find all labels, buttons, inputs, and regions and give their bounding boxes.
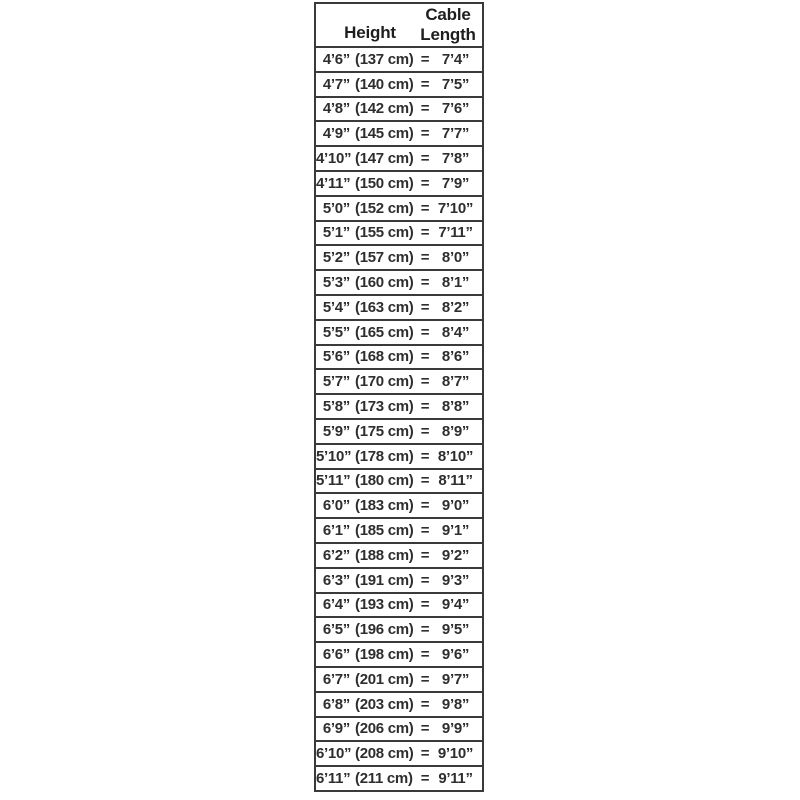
height-ft-value: 5’1” — [322, 224, 350, 242]
cable-length-value: 8’4” — [441, 323, 470, 341]
equals-sign: = — [420, 150, 430, 168]
height-cm-value: (175 cm) — [355, 422, 414, 440]
cable-length-value: 9’11” — [438, 770, 473, 787]
cable-length-value: 8’2” — [441, 298, 470, 316]
table-header — [316, 4, 482, 48]
table-row — [316, 567, 482, 592]
height-ft-value: 4’7” — [322, 75, 350, 93]
cable-length-value: 7’6” — [441, 100, 470, 118]
cable-length-value: 7’9” — [441, 174, 470, 192]
height-cm-value: (173 cm) — [355, 398, 414, 416]
height-cm-value: (168 cm) — [355, 348, 414, 366]
height-cm-value: (150 cm) — [355, 174, 414, 192]
height-ft-value: 6’6” — [322, 646, 350, 664]
table-row — [316, 294, 482, 319]
cable-length-value: 8’10” — [437, 447, 474, 465]
conversion-table — [314, 2, 484, 792]
height-cm-value: (178 cm) — [355, 447, 414, 465]
height-cm-value: (201 cm) — [355, 670, 414, 688]
cable-length-value: 9’7” — [441, 670, 470, 688]
equals-sign: = — [420, 323, 430, 341]
height-cm-value: (191 cm) — [355, 571, 414, 589]
height-cm-value: (142 cm) — [355, 100, 414, 118]
table-row — [316, 244, 482, 269]
height-column-header: Height — [344, 23, 396, 42]
equals-sign: = — [420, 497, 430, 515]
equals-sign: = — [420, 298, 430, 316]
equals-sign: = — [420, 770, 430, 787]
cable-length-value: 8’11” — [438, 472, 473, 490]
table-row — [316, 393, 482, 418]
table-row — [316, 666, 482, 691]
height-cm-value: (152 cm) — [355, 199, 414, 217]
table-row — [316, 195, 482, 220]
cable-length-value: 8’9” — [441, 422, 470, 440]
equals-sign: = — [420, 199, 430, 217]
height-cm-value: (196 cm) — [355, 621, 414, 639]
height-cm-value: (211 cm) — [355, 770, 413, 787]
height-cm-value: (183 cm) — [355, 497, 414, 515]
height-ft-value: 6’1” — [322, 522, 350, 540]
table-row — [316, 517, 482, 542]
height-ft-value: 6’10” — [316, 745, 352, 763]
table-row — [316, 716, 482, 741]
cable-length-value: 8’7” — [441, 373, 470, 391]
cable-length-value: 9’0” — [441, 497, 470, 515]
table-row — [316, 71, 482, 96]
height-cm-value: (198 cm) — [355, 646, 414, 664]
equals-sign: = — [420, 472, 430, 490]
table-row — [316, 145, 482, 170]
height-ft-value: 6’3” — [322, 571, 350, 589]
height-ft-value: 6’8” — [322, 695, 350, 713]
height-ft-value: 6’5” — [322, 621, 350, 639]
height-cm-value: (147 cm) — [355, 150, 414, 168]
height-ft-value: 4’8” — [322, 100, 350, 118]
equals-sign: = — [420, 174, 430, 192]
table-row — [316, 120, 482, 145]
equals-sign: = — [420, 447, 430, 465]
table-row — [316, 443, 482, 468]
height-cm-value: (140 cm) — [355, 75, 414, 93]
height-ft-value: 5’6” — [322, 348, 350, 366]
table-row — [316, 48, 482, 71]
height-cm-value: (185 cm) — [355, 522, 414, 540]
cable-length-value: 8’1” — [441, 274, 470, 292]
cable-length-column-header — [417, 5, 479, 45]
height-ft-value: 6’11” — [316, 770, 351, 787]
table-row — [316, 691, 482, 716]
table-row — [316, 418, 482, 443]
cable-length-value: 9’8” — [441, 695, 470, 713]
cable-length-value: 7’5” — [441, 75, 470, 93]
height-cm-value: (157 cm) — [355, 249, 414, 267]
height-cm-value: (165 cm) — [355, 323, 414, 341]
equals-sign: = — [420, 50, 430, 68]
cable-length-value: 7’8” — [441, 150, 470, 168]
height-ft-value: 5’11” — [316, 472, 351, 490]
equals-sign: = — [420, 522, 430, 540]
equals-sign: = — [420, 274, 430, 292]
height-cm-value: (180 cm) — [355, 472, 414, 490]
cable-length-value: 9’10” — [437, 745, 474, 763]
height-ft-value: 5’2” — [322, 249, 350, 267]
table-row — [316, 468, 482, 493]
table-row — [316, 740, 482, 765]
cable-length-value: 8’0” — [441, 249, 470, 267]
height-ft-value: 6’4” — [322, 596, 350, 614]
height-ft-value: 5’8” — [322, 398, 350, 416]
cable-length-value: 9’6” — [441, 646, 470, 664]
height-cm-value: (155 cm) — [355, 224, 414, 242]
height-ft-value: 5’10” — [316, 447, 352, 465]
height-ft-value: 5’3” — [322, 274, 350, 292]
equals-sign: = — [420, 646, 430, 664]
height-cm-value: (170 cm) — [355, 373, 414, 391]
equals-sign: = — [420, 745, 430, 763]
height-ft-value: 5’7” — [322, 373, 350, 391]
height-ft-value: 4’6” — [322, 50, 350, 68]
table-row — [316, 220, 482, 245]
equals-sign: = — [420, 398, 430, 416]
cable-length-value: 8’6” — [441, 348, 470, 366]
cable-length-value: 7’11” — [438, 224, 473, 242]
cable-length-value: 9’3” — [441, 571, 470, 589]
table-row — [316, 319, 482, 344]
height-ft-value: 6’2” — [322, 546, 350, 564]
table-row — [316, 765, 482, 790]
equals-sign: = — [420, 125, 430, 143]
height-ft-value: 6’0” — [322, 497, 350, 515]
height-cm-value: (137 cm) — [355, 50, 414, 68]
table-row — [316, 616, 482, 641]
table-row — [316, 542, 482, 567]
height-ft-value: 5’9” — [322, 422, 350, 440]
height-ft-value: 6’9” — [322, 720, 350, 738]
height-cm-value: (160 cm) — [355, 274, 414, 292]
equals-sign: = — [420, 720, 430, 738]
height-ft-value: 4’10” — [316, 150, 352, 168]
equals-sign: = — [420, 695, 430, 713]
height-ft-value: 6’7” — [322, 670, 350, 688]
height-ft-value: 5’4” — [322, 298, 350, 316]
height-ft-value: 5’0” — [322, 199, 350, 217]
cable-length-value: 9’4” — [441, 596, 470, 614]
table-body — [316, 48, 482, 790]
table-row — [316, 344, 482, 369]
height-ft-value: 4’11” — [316, 174, 351, 192]
table-row — [316, 269, 482, 294]
table-row — [316, 368, 482, 393]
cable-length-value: 8’8” — [441, 398, 470, 416]
table-row — [316, 96, 482, 121]
cable-header-line2: Length — [420, 25, 476, 44]
equals-sign: = — [420, 100, 430, 118]
equals-sign: = — [420, 422, 430, 440]
cable-length-value: 7’10” — [437, 199, 474, 217]
height-cm-value: (203 cm) — [355, 695, 414, 713]
height-cm-value: (193 cm) — [355, 596, 414, 614]
table-row — [316, 492, 482, 517]
cable-length-value: 7’7” — [441, 125, 470, 143]
height-ft-value: 4’9” — [322, 125, 350, 143]
cable-length-value: 7’4” — [441, 50, 470, 68]
equals-sign: = — [420, 571, 430, 589]
cable-length-value: 9’1” — [441, 522, 470, 540]
equals-sign: = — [420, 596, 430, 614]
table-row — [316, 170, 482, 195]
equals-sign: = — [420, 621, 430, 639]
table-row — [316, 592, 482, 617]
cable-header-line1: Cable — [425, 5, 471, 24]
height-cm-value: (208 cm) — [355, 745, 414, 763]
height-cm-value: (188 cm) — [355, 546, 414, 564]
equals-sign: = — [420, 546, 430, 564]
height-cm-value: (163 cm) — [355, 298, 414, 316]
equals-sign: = — [420, 373, 430, 391]
equals-sign: = — [420, 670, 430, 688]
table-row — [316, 641, 482, 666]
equals-sign: = — [420, 75, 430, 93]
height-ft-value: 5’5” — [322, 323, 350, 341]
equals-sign: = — [420, 249, 430, 267]
cable-length-value: 9’9” — [441, 720, 470, 738]
equals-sign: = — [420, 224, 430, 242]
cable-length-value: 9’2” — [441, 546, 470, 564]
height-cm-value: (206 cm) — [355, 720, 414, 738]
height-cm-value: (145 cm) — [355, 125, 414, 143]
equals-sign: = — [420, 348, 430, 366]
cable-length-value: 9’5” — [441, 621, 470, 639]
